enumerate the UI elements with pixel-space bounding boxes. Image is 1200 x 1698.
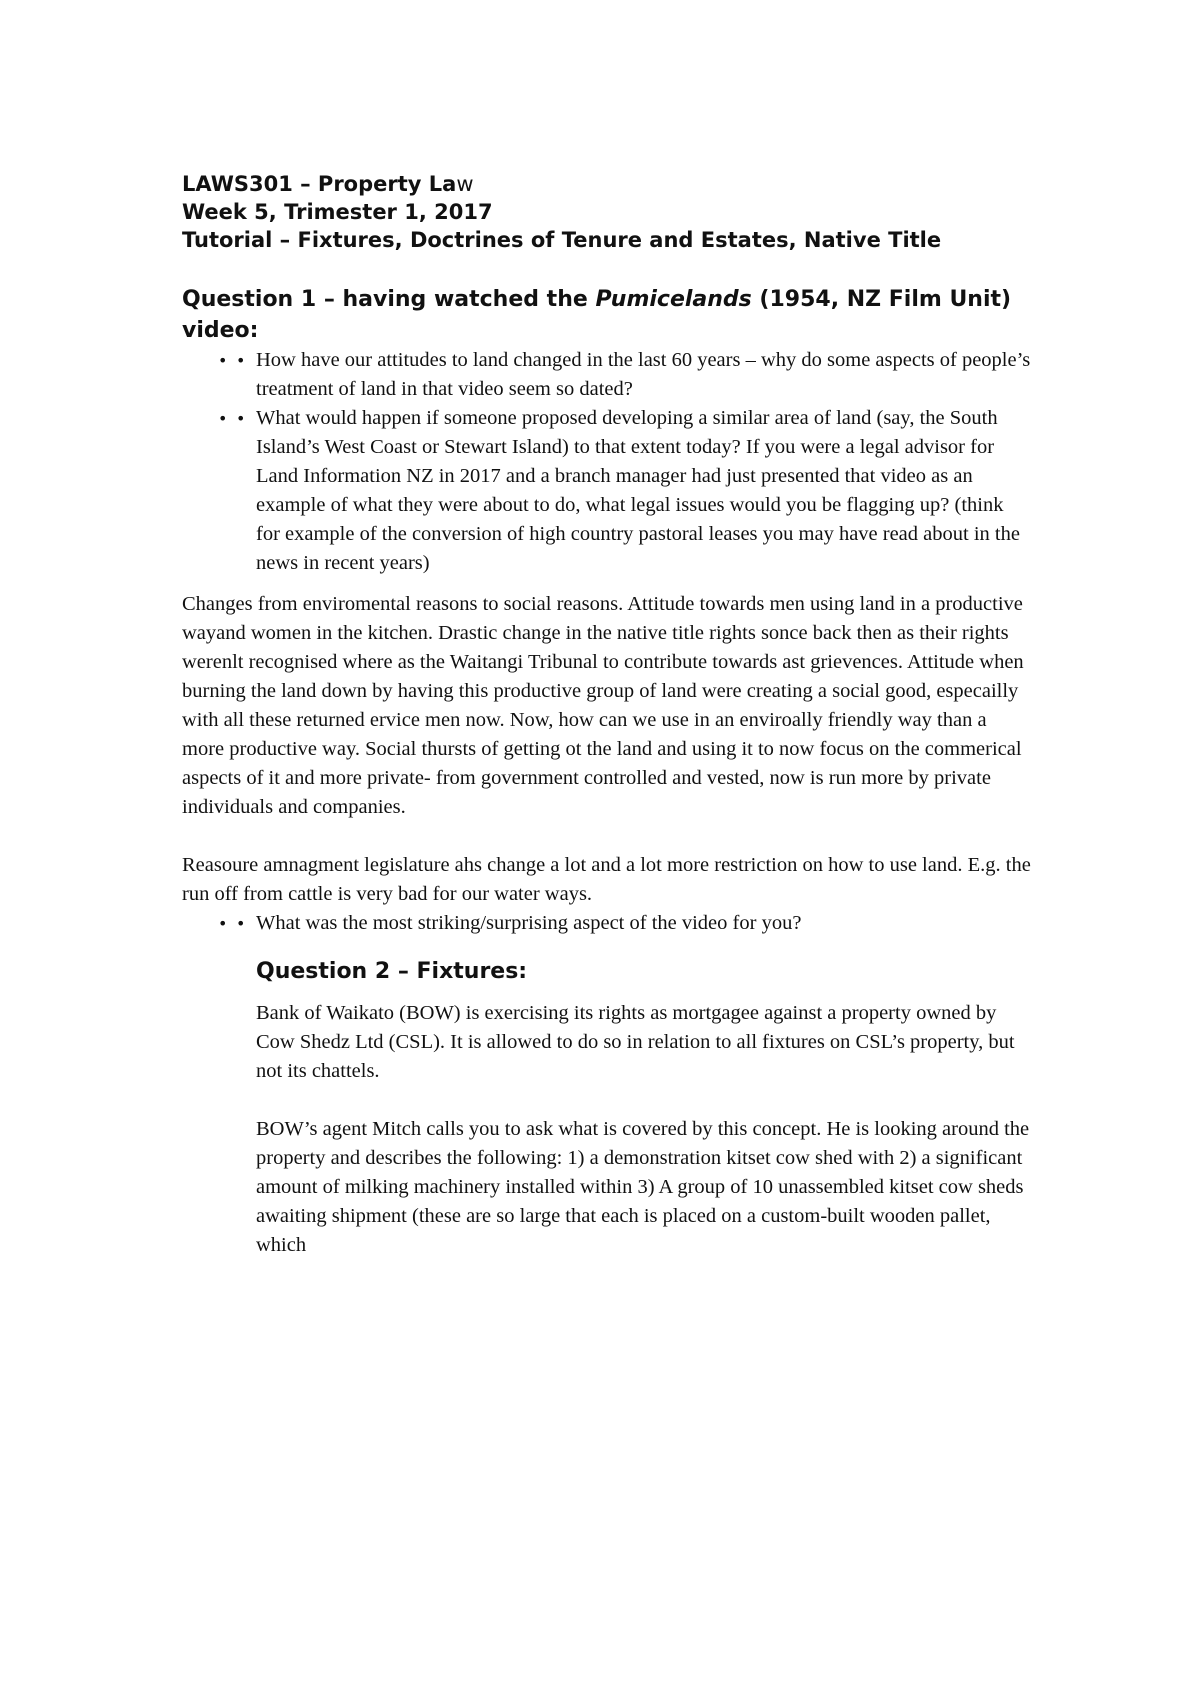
answer-paragraph: Reasoure amnagment legislature ahs change a lot and a lot more restriction on how to use land. E.g. the run off from cattle is very bad for our water ways. (182, 854, 1031, 905)
question-1-bullet-list-c (182, 909, 1032, 938)
week-title: Week 5, Trimester 1, 2017 (182, 200, 493, 224)
question-1-heading: Question 1 – having watched the Pumicelands (1954, NZ Film Unit) video: (182, 287, 1012, 343)
bullet-icon: • (236, 409, 246, 428)
question-1-bullet-list-b (182, 404, 1032, 578)
list-item (182, 404, 1032, 578)
question-2-section (182, 956, 1032, 1260)
bullet-icon: • (236, 351, 246, 370)
question-2-paragraph: BOW’s agent Mitch calls you to ask what is covered by this concept. He is looking around the property and describes the following: 1) a demonstration kitset cow shed with 2) a significant amount of milking machinery installed within 3) A group of 10 unassembled kitset cow sheds awaiting shipment (these are so large that each is placed on a custom-built wooden pallet, which (256, 1118, 1030, 1256)
bullet-text: How have our attitudes to land changed in the last 60 years – why do some aspects of people’s treatment of land in that video seem so dated? (256, 349, 1031, 400)
question-1-bullet-list-a (182, 346, 1032, 404)
list-item (182, 346, 1032, 404)
tutorial-title: Tutorial – Fixtures, Doctrines of Tenure and Estates, Native Title (182, 228, 942, 252)
bullet-icon: • (218, 914, 228, 933)
bullet-icon: • (236, 914, 246, 933)
document-page (182, 170, 1032, 1260)
bullet-icon: • (218, 351, 228, 370)
bullet-text: What would happen if someone proposed developing a similar area of land (say, the South Island’s West Coast or Stewart Island) to that extent today? If you were a legal advisor for Land Information NZ in 2017 and a branch manager had just presented that video as an example of what they were about to do, what legal issues would you be flagging up? (think for example of the conversion of high country pastoral leases you may have read about in the news in recent years) (256, 407, 1020, 574)
list-item (182, 909, 1032, 938)
question-2-paragraph: Bank of Waikato (BOW) is exercising its rights as mortgagee against a property owned by Cow Shedz Ltd (CSL). It is allowed to do so in relation to all fixtures on CSL’s property, but not its chattels. (256, 1002, 1015, 1082)
bullet-text: What was the most striking/surprising aspect of the video for you? (256, 912, 802, 934)
course-title: LAWS301 – Property Law (182, 172, 474, 196)
bullet-icon: • (218, 409, 228, 428)
answer-paragraph: Changes from enviromental reasons to social reasons. Attitude towards men using land in a productive wayand women in the kitchen. Drastic change in the native title rights sonce back then as their rights werenlt recognised where as the Waitangi Tribunal to contribute towards ast grievences. Attitude when burning the land down by having this productive group of land were creating a social good, especailly with all these returned ervice men now. Now, how can we use in an enviroally friendly way than a more productive way. Social thursts of getting ot the land and using it to now focus on the commerical aspects of it and more private- from government controlled and vested, now is run more by private individuals and companies. (182, 593, 1024, 818)
question-2-heading: Question 2 – Fixtures: (256, 959, 528, 984)
